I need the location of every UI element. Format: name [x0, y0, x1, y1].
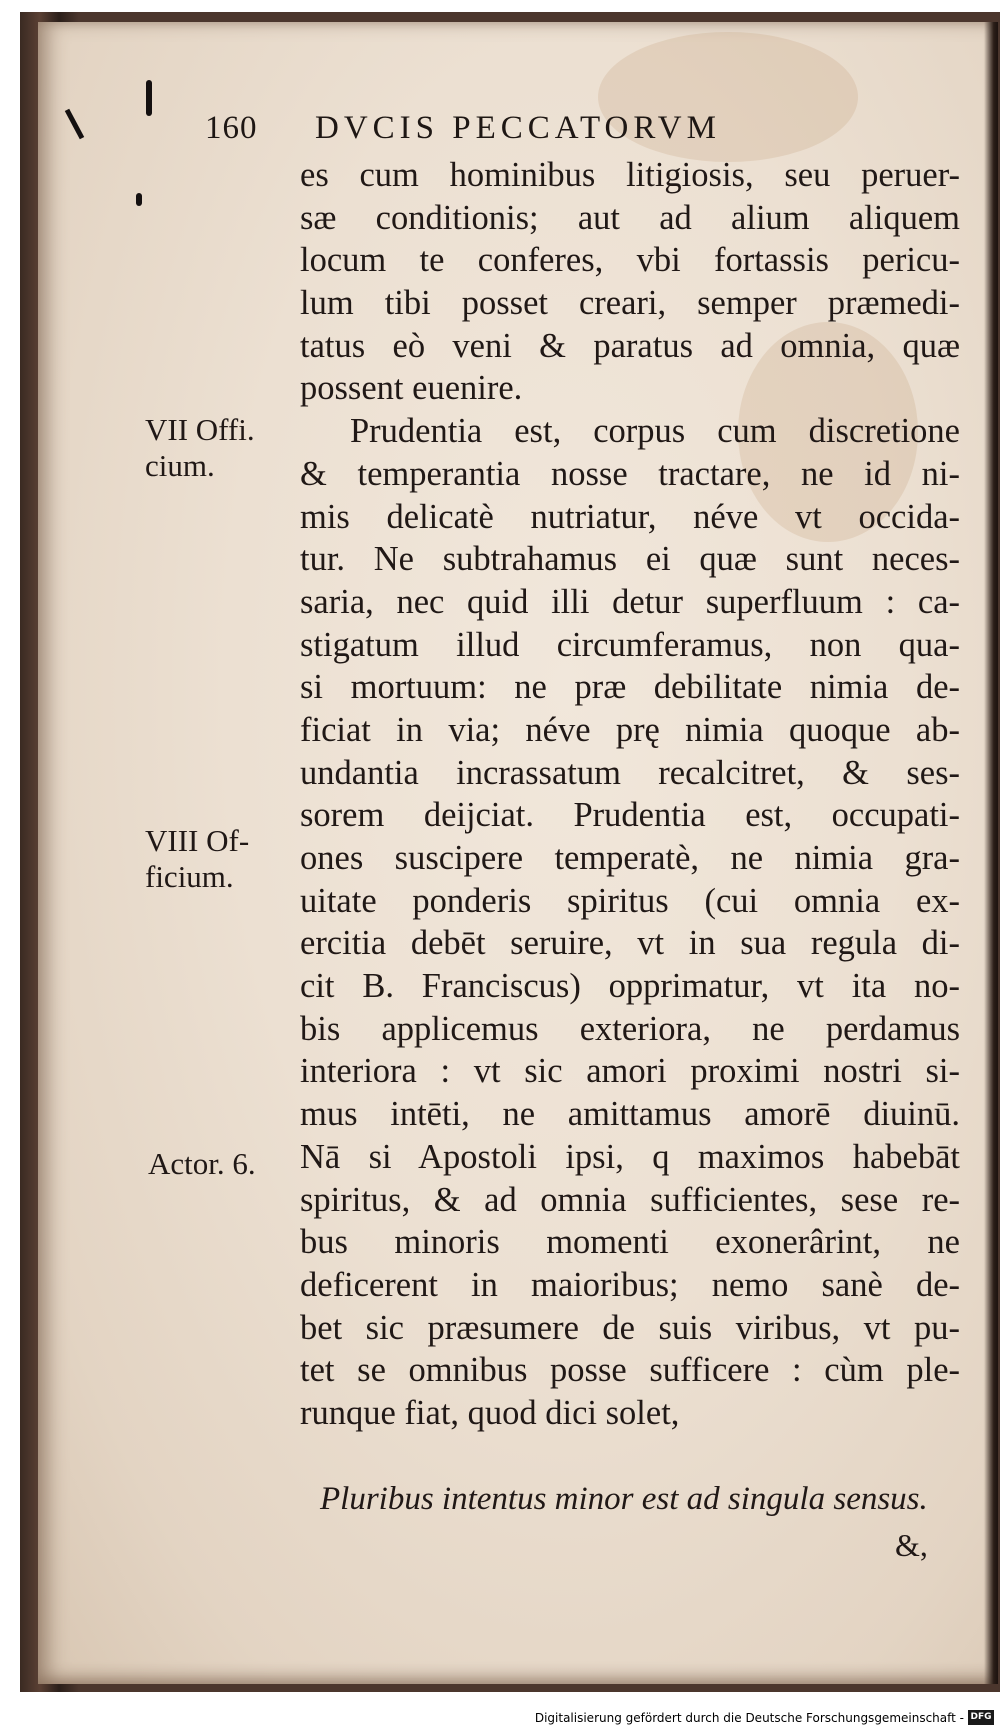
text-line: possent euenire.: [300, 369, 523, 408]
text-line: saria, nec quid illi detur superfluum : ca-: [300, 582, 960, 621]
running-title: DVCIS PECCATORVM: [315, 110, 721, 146]
text-line: ficiat in via; néve prę nimia quoque ab-: [300, 710, 960, 749]
dfg-logo: DFG: [968, 1710, 994, 1725]
body-text: [300, 154, 960, 1435]
text-line: interiora : vt sic amori proximi nostri si-: [300, 1052, 960, 1091]
margin-note-line: VIII Of-: [145, 823, 250, 858]
margin-note-viii-officium: [145, 823, 249, 895]
digitization-credit: Digitalisierung gefördert durch die Deutsche Forschungsgemeinschaft -: [534, 1711, 964, 1725]
margin-note-line: Actor. 6.: [148, 1146, 256, 1181]
verse-quotation: Pluribus intentus minor est ad singula sensus.: [320, 1481, 928, 1517]
text-line: sorem deijciat. Prudentia est, occupati-: [300, 796, 960, 835]
text-line: ones suscipere temperatè, ne nimia gra-: [300, 839, 960, 877]
text-line: mis delicatè nutriatur, néve vt occida-: [300, 497, 960, 536]
text-line: deficerent in maioribus; nemo sanè de-: [300, 1265, 960, 1304]
text-line: locum te conferes, vbi fortassis pericu-: [300, 241, 960, 280]
ink-mark: [136, 193, 142, 206]
text-line: mus intēti, ne amittamus amorē diuinū.: [300, 1095, 960, 1134]
page-number: 160: [205, 110, 258, 146]
margin-note-line: cium.: [145, 448, 215, 483]
text-line: tet se omnibus posse sufficere : cùm ple-: [300, 1351, 960, 1390]
page-right-edge: [984, 22, 998, 1684]
margin-note-vii-officium: [145, 412, 255, 484]
text-line: Nā si Apostoli ipsi, q maximos habebāt: [300, 1137, 960, 1176]
text-line: spiritus, & ad omnia sufficientes, sese re-: [300, 1180, 960, 1219]
text-line: runque fiat, quod dici solet,: [300, 1393, 680, 1432]
margin-note-actor: [148, 1146, 256, 1182]
catchword: &,: [895, 1527, 928, 1563]
text-line: bus minoris momenti exonerârint, ne: [300, 1223, 960, 1262]
text-line: stigatum illud circumferamus, non qua-: [300, 625, 960, 664]
text-line: bet sic præsumere de suis viribus, vt pu-: [300, 1308, 960, 1347]
text-line: lum tibi posset creari, semper præmedi-: [300, 284, 960, 323]
text-line: es cum hominibus litigiosis, seu peruer-: [300, 156, 960, 194]
margin-note-line: VII Offi.: [145, 412, 255, 447]
text-line: tatus eò veni & paratus ad omnia, quæ: [300, 326, 960, 365]
text-line: undantia incrassatum recalcitret, & ses-: [300, 753, 960, 792]
running-head: [205, 110, 925, 147]
margin-note-line: ficium.: [145, 859, 234, 894]
text-line: & temperantia nosse tractare, ne id ni-: [300, 454, 960, 493]
text-line: bis applicemus exteriora, ne perdamus: [300, 1009, 960, 1048]
text-line: si mortuum: ne præ debilitate nimia de-: [300, 668, 960, 707]
text-line: sæ conditionis; aut ad alium aliquem: [300, 198, 960, 237]
text-line: uitate ponderis spiritus (cui omnia ex-: [300, 881, 960, 920]
text-line: Prudentia est, corpus cum discretione: [350, 412, 960, 451]
ink-mark: [146, 80, 152, 116]
text-line: cit B. Franciscus) opprimatur, vt ita no-: [300, 967, 960, 1006]
text-line: ercitia debēt seruire, vt in sua regula di-: [300, 924, 960, 963]
text-line: tur. Ne subtrahamus ei quæ sunt neces-: [300, 540, 960, 579]
